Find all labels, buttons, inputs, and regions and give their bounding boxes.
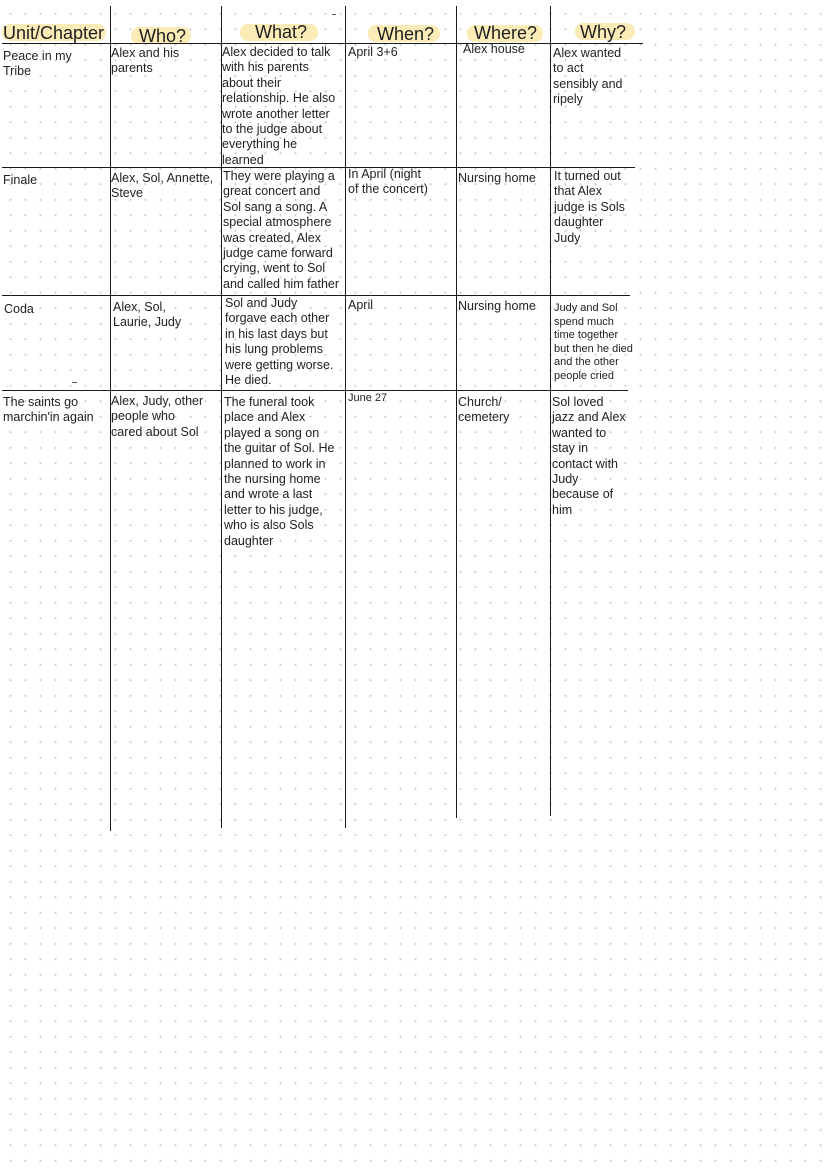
pen-mark	[72, 382, 77, 383]
cell-what: Sol and Judy forgave each other in his last days but his lung problems were getting worse. He died.	[225, 296, 334, 388]
cell-when: April 3+6	[348, 45, 398, 59]
pen-mark	[332, 14, 336, 15]
cell-why: Sol loved jazz and Alex wanted to stay in contact with Judy because of him	[552, 395, 626, 517]
header-why: Why?	[580, 22, 627, 42]
header-when: When?	[377, 24, 435, 44]
column-divider	[550, 6, 551, 816]
cell-where: Nursing home	[458, 299, 536, 313]
header-who: Who?	[139, 26, 187, 46]
row-divider	[2, 390, 628, 391]
cell-unit: Coda	[4, 302, 34, 316]
cell-who: Alex, Judy, other people who cared about Sol	[111, 394, 204, 439]
header-where: Where?	[474, 23, 538, 43]
cell-unit: The saints go marchin'in again	[3, 395, 94, 425]
cell-where: Alex house	[463, 42, 525, 56]
cell-what: They were playing a great concert and Sol sang a song. A special atmosphere was created, Alex judge came forward crying, went to Sol and called him father	[223, 169, 340, 291]
cell-when: April	[348, 298, 374, 312]
cell-unit: Peace in my Tribe	[3, 49, 72, 79]
cell-why: It turned out that Alex judge is Sols daughter Judy	[554, 169, 625, 245]
cell-who: Alex and his parents	[111, 46, 180, 76]
header-what: What?	[255, 22, 308, 42]
cell-why: Alex wanted to act sensibly and ripely	[553, 46, 623, 107]
cell-who: Alex, Sol, Laurie, Judy	[113, 300, 182, 330]
cell-when: In April (night of the concert)	[348, 167, 428, 197]
cell-what: The funeral took place and Alex played a song on the guitar of Sol. He planned to work in the nursing home and wrote a last letter to his judge, who is also Sols daughter	[224, 395, 335, 548]
column-divider	[456, 6, 457, 818]
cell-what: Alex decided to talk with his parents about their relationship. He also wrote another letter to the judge about everything he learned	[222, 45, 336, 167]
header-unit-chapter: Unit/Chapter	[3, 23, 105, 43]
cell-why: Judy and Sol spend much time together but then he died and the other people cried	[554, 302, 633, 382]
column-divider	[345, 6, 346, 828]
cell-where: Nursing home	[458, 171, 536, 185]
cell-unit: Finale	[3, 173, 38, 187]
cell-where: Church/ cemetery	[458, 395, 510, 425]
cell-when: June 27	[348, 392, 388, 404]
cell-who: Alex, Sol, Annette, Steve	[111, 171, 214, 201]
